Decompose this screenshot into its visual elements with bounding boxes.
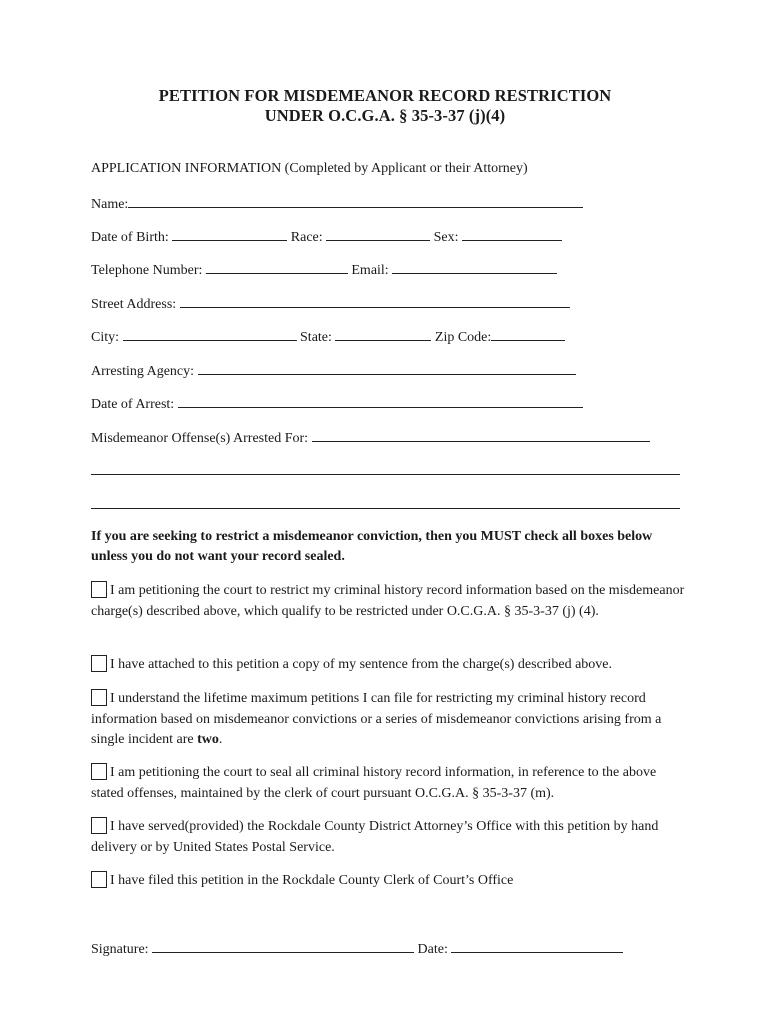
offense-label: Misdemeanor Offense(s) Arrested For: (91, 431, 309, 446)
city-label: City: (91, 330, 120, 345)
agency-row (91, 362, 576, 380)
state-label: State: (300, 330, 332, 345)
state-field[interactable] (335, 328, 431, 341)
checkbox-sentence[interactable] (91, 655, 107, 672)
checkbox-served[interactable] (91, 817, 107, 834)
checkbox-lifetime-max-label: I understand the lifetime maximum petitions I can file for restricting my criminal history record information based on misdemeanor convictions or a series of misdemeanor convictions arising from a single incident are (91, 691, 662, 747)
agency-field[interactable] (198, 362, 576, 375)
checkbox-instruction: If you are seeking to restrict a misdemeanor conviction, then you MUST check all boxes below unless you do not want your record sealed. (91, 529, 653, 564)
form-title-line1: PETITION FOR MISDEMEANOR RECORD RESTRICTION (158, 86, 612, 105)
checkbox-item-served (91, 817, 686, 858)
email-field[interactable] (392, 261, 557, 274)
sex-label: Sex: (433, 230, 459, 245)
phone-field[interactable] (206, 261, 348, 274)
checkbox-lifetime-max[interactable] (91, 689, 107, 706)
street-row (91, 295, 570, 313)
offense-field[interactable] (312, 429, 650, 442)
name-label: Name: (91, 197, 129, 212)
arrest-date-row (91, 395, 583, 413)
zip-field[interactable] (491, 328, 565, 341)
checkbox-seal-label: I am petitioning the court to seal all criminal history record information, in reference to the above stated offenses, maintained by the clerk of court pursuant O.C.G.A. § 35-3-37 (m). (91, 765, 657, 801)
checkbox-item-filed (91, 871, 686, 892)
dob-race-sex-row (91, 228, 562, 246)
form-title-line2: UNDER O.C.G.A. § 35-3-37 (j)(4) (264, 106, 506, 125)
arrest-date-label: Date of Arrest: (91, 397, 175, 412)
race-label: Race: (290, 230, 323, 245)
checkbox-restrict-label: I am petitioning the court to restrict my criminal history record information based on the misdemeanor charge(s) described above, which qualify to be restricted under O.C.G.A. § 35-3-37 (j) (4). (91, 583, 685, 619)
offense-continuation-line-1[interactable] (91, 474, 680, 475)
checkbox-item-seal (91, 763, 686, 804)
checkbox-restrict[interactable] (91, 581, 107, 598)
lifetime-max-period: . (218, 732, 223, 747)
agency-label: Arresting Agency: (91, 364, 195, 379)
offense-row (91, 429, 650, 447)
city-state-zip-row (91, 328, 565, 346)
phone-label: Telephone Number: (91, 263, 203, 278)
signature-field[interactable] (152, 940, 414, 953)
checkbox-filed[interactable] (91, 871, 107, 888)
street-label: Street Address: (91, 297, 177, 312)
race-field[interactable] (326, 228, 430, 241)
dob-label: Date of Birth: (91, 230, 169, 245)
dob-field[interactable] (172, 228, 287, 241)
name-field[interactable] (128, 195, 583, 208)
email-label: Email: (351, 263, 389, 278)
offense-continuation-line-2[interactable] (91, 508, 680, 509)
name-row (91, 195, 583, 213)
arrest-date-field[interactable] (178, 395, 583, 408)
street-field[interactable] (180, 295, 570, 308)
signature-row (91, 940, 623, 958)
date-label: Date: (417, 942, 448, 957)
date-field[interactable] (451, 940, 623, 953)
application-info-heading: APPLICATION INFORMATION (Completed by Applicant or their Attorney) (91, 161, 528, 176)
checkbox-filed-label: I have filed this petition in the Rockdale County Clerk of Court’s Office (110, 873, 514, 888)
phone-email-row (91, 261, 557, 279)
sex-field[interactable] (462, 228, 562, 241)
signature-label: Signature: (91, 942, 149, 957)
lifetime-max-count: two (197, 732, 219, 747)
checkbox-item-sentence (91, 655, 686, 676)
city-field[interactable] (123, 328, 297, 341)
checkbox-seal[interactable] (91, 763, 107, 780)
checkbox-item-restrict (91, 581, 686, 622)
checkbox-item-lifetime-max (91, 689, 686, 751)
checkbox-sentence-label: I have attached to this petition a copy of my sentence from the charge(s) described above. (110, 657, 612, 672)
checkbox-served-label: I have served(provided) the Rockdale County District Attorney’s Office with this petition by hand delivery or by United States Postal Service. (91, 819, 659, 855)
zip-label: Zip Code: (434, 330, 492, 345)
